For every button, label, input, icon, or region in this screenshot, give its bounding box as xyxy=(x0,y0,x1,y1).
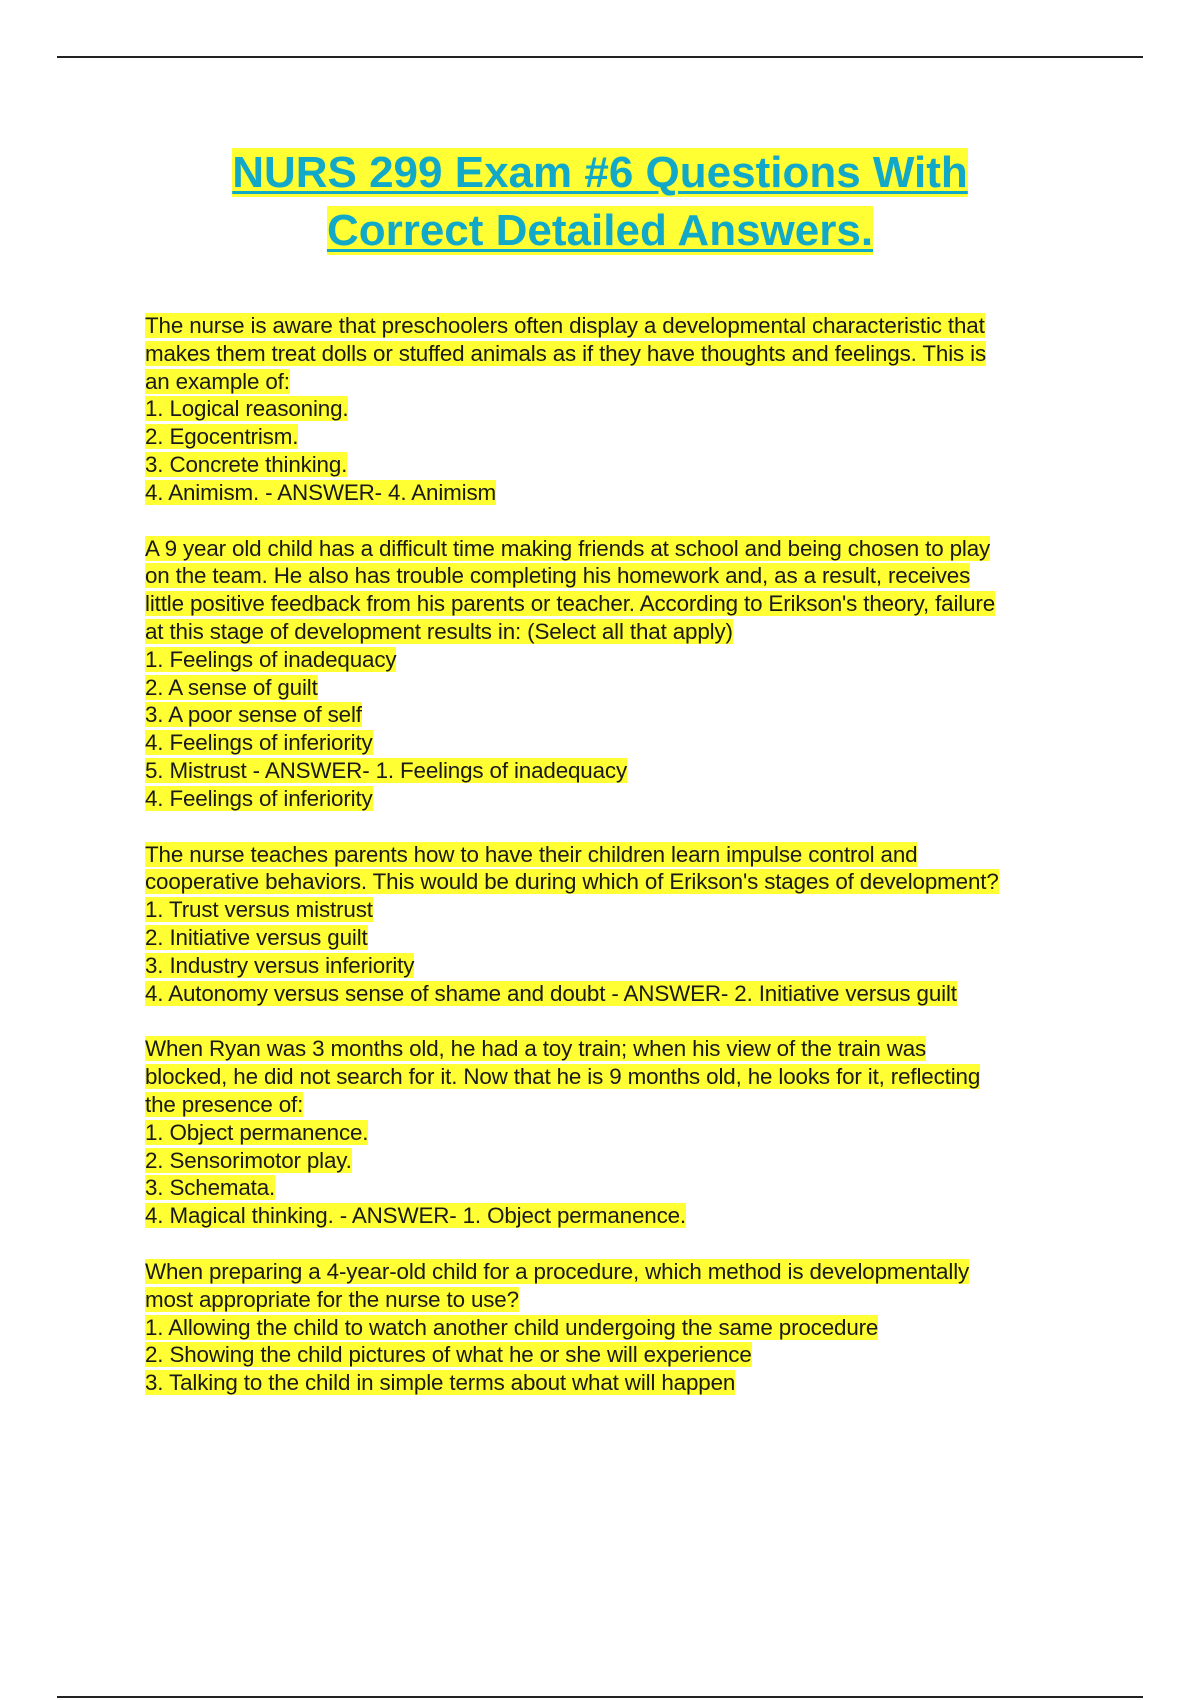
question-line-text: The nurse teaches parents how to have their children learn impulse control and xyxy=(145,841,918,867)
question-line-text: 2. A sense of guilt xyxy=(145,674,318,700)
question-line-text: When preparing a 4-year-old child for a procedure, which method is developmentally xyxy=(145,1258,970,1284)
header-rule xyxy=(57,56,1143,58)
question-line-text: 1. Object permanence. xyxy=(145,1119,369,1145)
question-line-text: 3. Talking to the child in simple terms about what will happen xyxy=(145,1370,736,1396)
question-block xyxy=(145,1258,1095,1397)
question-line xyxy=(145,451,1095,479)
question-line xyxy=(145,368,1095,396)
question-line xyxy=(145,479,1095,507)
question-line xyxy=(145,868,1095,896)
question-line-text: 1. Trust versus mistrust xyxy=(145,897,373,923)
question-line-text: 4. Feelings of inferiority xyxy=(145,730,373,756)
question-line-text: an example of: xyxy=(145,368,290,394)
question-line-text: little positive feedback from his parents or teacher. According to Erikson's theory, failure xyxy=(145,591,996,617)
question-line-text: 2. Egocentrism. xyxy=(145,424,299,450)
question-line xyxy=(145,1063,1095,1091)
question-line xyxy=(145,590,1095,618)
title-line-1: NURS 299 Exam #6 Questions With xyxy=(232,148,968,197)
question-line-text: 1. Feelings of inadequacy xyxy=(145,646,397,672)
question-line xyxy=(145,674,1095,702)
question-line xyxy=(145,1091,1095,1119)
question-line-text: 3. Industry versus inferiority xyxy=(145,952,415,978)
question-line xyxy=(145,535,1095,563)
question-line-text: 4. Autonomy versus sense of shame and doubt - ANSWER- 2. Initiative versus guilt xyxy=(145,980,957,1006)
question-line xyxy=(145,1202,1095,1230)
question-line xyxy=(145,1147,1095,1175)
question-line xyxy=(145,1314,1095,1342)
question-line xyxy=(145,1174,1095,1202)
question-line xyxy=(145,1286,1095,1314)
question-line-text: 1. Logical reasoning. xyxy=(145,396,349,422)
question-line xyxy=(145,1119,1095,1147)
question-line xyxy=(145,757,1095,785)
question-line xyxy=(145,618,1095,646)
question-block xyxy=(145,312,1095,507)
question-line xyxy=(145,1369,1095,1397)
question-block xyxy=(145,1035,1095,1230)
question-line xyxy=(145,952,1095,980)
question-line-text: When Ryan was 3 months old, he had a toy train; when his view of the train was xyxy=(145,1036,927,1062)
question-line-text: 3. Schemata. xyxy=(145,1175,276,1201)
question-line-text: 4. Animism. - ANSWER- 4. Animism xyxy=(145,479,497,505)
question-line-text: 3. A poor sense of self xyxy=(145,702,362,728)
question-line-text: 2. Initiative versus guilt xyxy=(145,924,368,950)
question-line xyxy=(145,312,1095,340)
question-line-text: 1. Allowing the child to watch another child undergoing the same procedure xyxy=(145,1314,879,1340)
question-line xyxy=(145,423,1095,451)
question-line-text: 4. Magical thinking. - ANSWER- 1. Object permanence. xyxy=(145,1203,686,1229)
question-line-text: The nurse is aware that preschoolers often display a developmental characteristic that xyxy=(145,313,985,338)
question-line xyxy=(145,562,1095,590)
question-line-text: makes them treat dolls or stuffed animals as if they have thoughts and feelings. This is xyxy=(145,340,987,366)
question-line-text: 2. Showing the child pictures of what he or she will experience xyxy=(145,1342,752,1368)
question-block xyxy=(145,841,1095,1008)
question-line-text: cooperative behaviors. This would be during which of Erikson's stages of development? xyxy=(145,869,999,895)
question-line xyxy=(145,395,1095,423)
question-line-text: A 9 year old child has a difficult time making friends at school and being chosen to play xyxy=(145,535,991,561)
question-line xyxy=(145,841,1095,869)
question-line xyxy=(145,1341,1095,1369)
document-title xyxy=(100,144,1100,260)
title-line-2: Correct Detailed Answers. xyxy=(326,206,874,255)
question-line xyxy=(145,980,1095,1008)
footer-rule xyxy=(57,1696,1143,1698)
question-line xyxy=(145,729,1095,757)
question-line-text: most appropriate for the nurse to use? xyxy=(145,1286,519,1312)
question-line-text: 4. Feelings of inferiority xyxy=(145,785,373,811)
question-line xyxy=(145,1258,1095,1286)
question-line xyxy=(145,785,1095,813)
question-line xyxy=(145,924,1095,952)
question-list xyxy=(145,312,1095,1425)
question-block xyxy=(145,535,1095,813)
question-line-text: 2. Sensorimotor play. xyxy=(145,1147,352,1173)
question-line-text: on the team. He also has trouble completing his homework and, as a result, receives xyxy=(145,563,971,589)
question-line-text: the presence of: xyxy=(145,1091,304,1117)
question-line-text: at this stage of development results in: (Select all that apply) xyxy=(145,618,733,644)
question-line-text: 3. Concrete thinking. xyxy=(145,451,348,477)
question-line xyxy=(145,646,1095,674)
question-line-text: 5. Mistrust - ANSWER- 1. Feelings of inadequacy xyxy=(145,757,628,783)
question-line-text: blocked, he did not search for it. Now that he is 9 months old, he looks for it, reflecting xyxy=(145,1064,981,1090)
question-line xyxy=(145,1035,1095,1063)
question-line xyxy=(145,701,1095,729)
question-line xyxy=(145,896,1095,924)
question-line xyxy=(145,340,1095,368)
